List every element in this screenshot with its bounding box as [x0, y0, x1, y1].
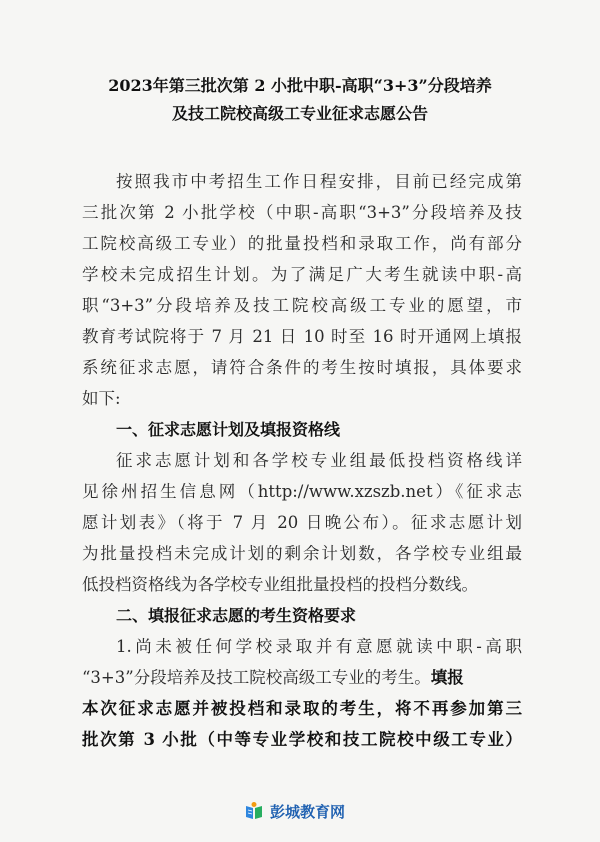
paragraph-text: “3+3”分段培养及技工院校高级工专业的考生。: [82, 668, 431, 687]
paragraph-line: 职“3+3”分段培养及技工院校高级工专业的愿望，市: [82, 296, 522, 315]
paragraph-line: 见徐州招生信息网（http://www.xzszb.net）《征求志: [82, 482, 522, 501]
paragraph-line: 三批次第 2 小批学校（中职-高职“3+3”分段培养及技: [82, 203, 522, 222]
section-heading-1: 一、征求志愿计划及填报资格线: [116, 420, 341, 439]
paragraph-line: 学校未完成招生计划。为了满足广大考生就读中职-高: [82, 265, 522, 284]
paragraph-line: 按照我市中考招生工作日程安排，目前已经完成第: [116, 172, 522, 191]
paragraph-line: 工院校高级工专业）的批量投档和录取工作，尚有部分: [82, 234, 522, 253]
site-logo-text: 彭城教育网: [270, 802, 346, 821]
document-body: [82, 166, 522, 755]
paragraph-line: 征求志愿计划和各学校专业组最低投档资格线详: [116, 451, 522, 470]
document-title-line-1: 2023年第三批次第 2 小批中职-高职“3+3”分段培养: [108, 76, 492, 95]
paragraph-line: [82, 662, 522, 693]
section-heading-2: 二、填报征求志愿的考生资格要求: [116, 606, 357, 625]
bold-text: 填报: [430, 668, 464, 687]
paragraph-line: 愿计划表》（将于 7 月 20 日晚公布）。征求志愿计划: [82, 513, 522, 532]
paragraph-line: 如下:: [82, 389, 121, 408]
book-icon: [244, 801, 264, 821]
paragraph-line: 1.尚未被任何学校录取并有意愿就读中职-高职: [116, 637, 522, 656]
paragraph-line: 为批量投档未完成计划的剩余计划数，各学校专业组最: [82, 544, 522, 563]
paragraph-line: 低投档资格线为各学校专业组批量投档的投档分数线。: [82, 575, 478, 594]
document-title-line-2: 及技工院校高级工专业征求志愿公告: [171, 104, 428, 123]
bold-paragraph-line: 本次征求志愿并被投档和录取的考生，将不再参加第三: [82, 699, 522, 718]
bold-paragraph-line: 批次第 3 小批（中等专业学校和技工院校中级工专业）: [82, 730, 522, 749]
paragraph-line: 系统征求志愿，请符合条件的考生按时填报，具体要求: [82, 358, 522, 377]
site-logo[interactable]: [244, 798, 345, 824]
paragraph-line: 教育考试院将于 7 月 21 日 10 时至 16 时开通网上填报: [82, 327, 522, 346]
